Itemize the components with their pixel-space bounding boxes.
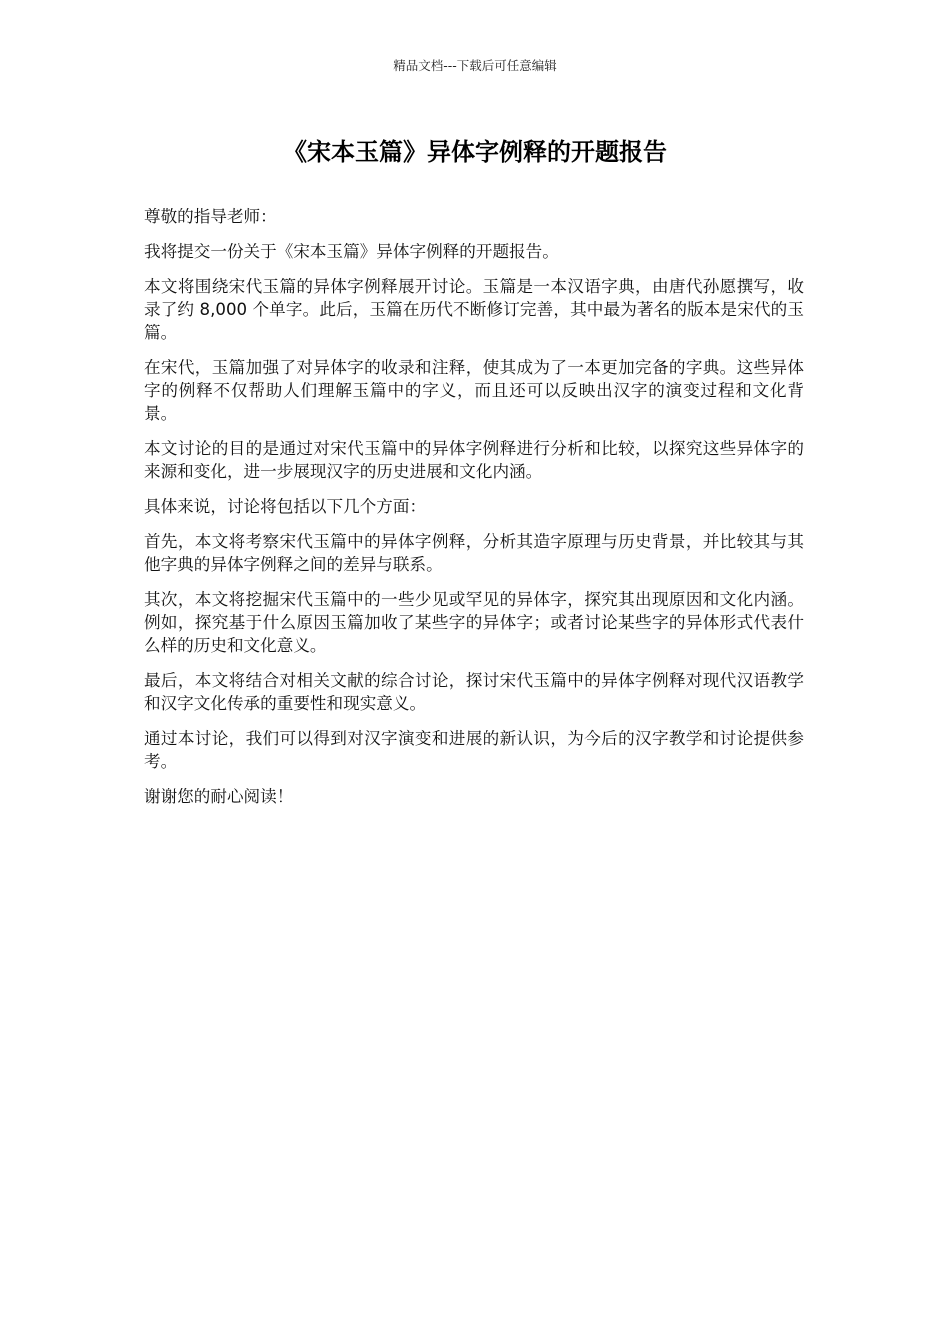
body-paragraph: 通过本讨论，我们可以得到对汉字演变和进展的新认识，为今后的汉字教学和讨论提供参考。 [144,729,804,771]
salutation: 尊敬的指导老师： [144,207,277,226]
body-paragraph: 具体来说，讨论将包括以下几个方面： [144,497,427,516]
body-paragraph: 最后，本文将结合对相关文献的综合讨论，探讨宋代玉篇中的异体字例释对现代汉语教学和汉字文化传承的重要性和现实意义。 [144,671,804,713]
body-paragraph: 首先，本文将考察宋代玉篇中的异体字例释，分析其造字原理与历史背景，并比较其与其他字典的异体字例释之间的差异与联系。 [144,532,804,574]
closing-line: 谢谢您的耐心阅读！ [144,787,294,806]
page-header-note: 精品文档---下载后可任意编辑 [393,58,557,73]
body-paragraph: 本文讨论的目的是通过对宋代玉篇中的异体字例释进行分析和比较，以探究这些异体字的来源和变化，进一步展现汉字的历史进展和文化内涵。 [144,439,804,481]
body-paragraph: 本文将围绕宋代玉篇的异体字例释展开讨论。玉篇是一本汉语字典，由唐代孙愿撰写，收录了约 8,000 个单字。此后，玉篇在历代不断修订完善，其中最为著名的版本是宋代的玉篇。 [144,277,804,342]
document-body [144,205,804,820]
body-paragraph: 其次，本文将挖掘宋代玉篇中的一些少见或罕见的异体字，探究其出现原因和文化内涵。例如，探究基于什么原因玉篇加收了某些字的异体字；或者讨论某些字的异体形式代表什么样的历史和文化意义。 [144,590,804,655]
body-paragraph: 我将提交一份关于《宋本玉篇》异体字例释的开题报告。 [144,242,559,261]
document-title: 《宋本玉篇》异体字例释的开题报告 [283,138,667,166]
body-paragraph: 在宋代，玉篇加强了对异体字的收录和注释，使其成为了一本更加完备的字典。这些异体字的例释不仅帮助人们理解玉篇中的字义，而且还可以反映出汉字的演变过程和文化背景。 [144,358,804,423]
